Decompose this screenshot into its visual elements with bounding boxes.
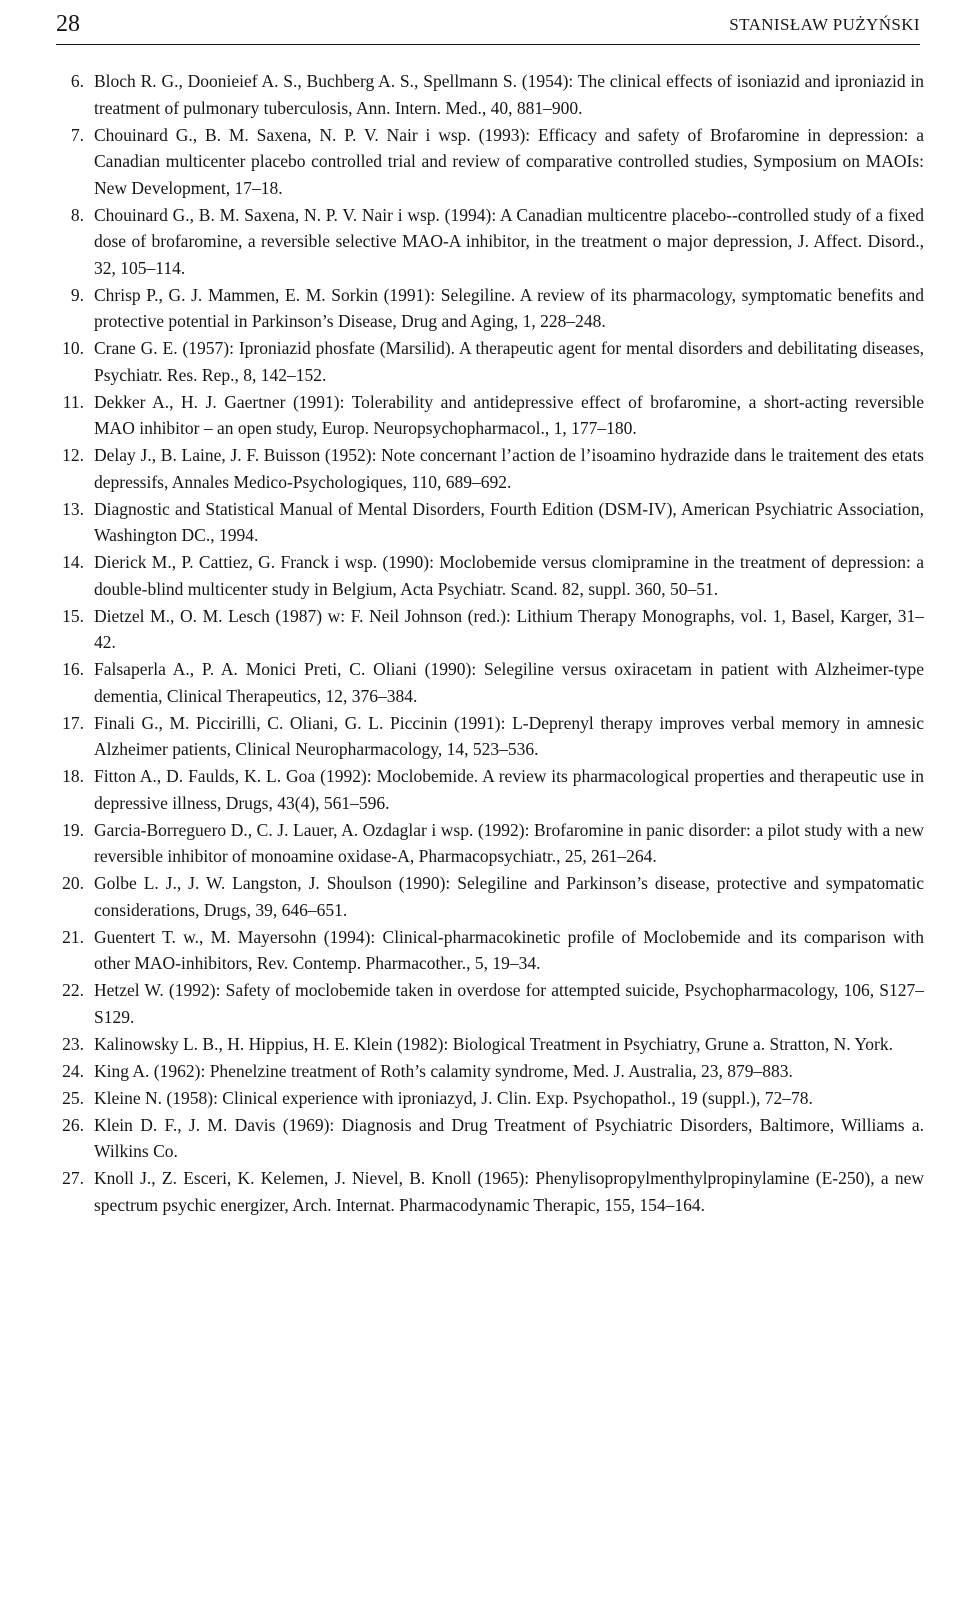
- reference-item: [52, 282, 924, 335]
- reference-text: Dierick M., P. Cattiez, G. Franck i wsp. (1990): Moclobemide versus clomipramine in the treatment of depression: a double-blind multicenter study in Belgium, Acta Psychiatr. Scand. 82, suppl. 360, 50–51.: [94, 552, 924, 599]
- reference-item: [52, 1058, 924, 1085]
- reference-item: [52, 1085, 924, 1112]
- reference-text: Kalinowsky L. B., H. Hippius, H. E. Klein (1982): Biological Treatment in Psychiatry, Grune a. Stratton, N. York.: [94, 1033, 893, 1054]
- reference-number: 20.: [62, 873, 84, 893]
- reference-number: 23.: [62, 1033, 84, 1054]
- reference-number: 8.: [70, 204, 84, 225]
- reference-number: 6.: [70, 71, 84, 91]
- reference-item: [52, 763, 924, 816]
- reference-number: 16.: [62, 659, 84, 679]
- reference-item: [52, 1031, 924, 1058]
- reference-item: [52, 389, 924, 442]
- reference-text: Delay J., B. Laine, J. F. Buisson (1952): Note concernant l’action de l’isoamino hydrazide dans le traitement des etats depressifs, Annales Medico-Psychologiques, 110, 689–692.: [94, 445, 924, 492]
- reference-item: [52, 603, 924, 656]
- page-number: 28: [56, 11, 80, 37]
- reference-number: 14.: [62, 552, 84, 572]
- reference-text: Golbe L. J., J. W. Langston, J. Shoulson (1990): Selegiline and Parkinson’s disease, protective and sympatomatic considerations, Drugs, 39, 646–651.: [94, 873, 924, 920]
- reference-number: 27.: [62, 1168, 84, 1188]
- reference-text: Kleine N. (1958): Clinical experience with iproniazyd, J. Clin. Exp. Psychopathol., 19 (suppl.), 72–78.: [94, 1087, 813, 1108]
- reference-text: Klein D. F., J. M. Davis (1969): Diagnosis and Drug Treatment of Psychiatric Disorders, Baltimore, Williams a. Wilkins Co.: [94, 1114, 924, 1161]
- reference-number: 13.: [62, 498, 84, 519]
- reference-text: Diagnostic and Statistical Manual of Mental Disorders, Fourth Edition (DSM-IV), American Psychiatric Association, Washington DC., 1994.: [94, 498, 924, 545]
- reference-number: 7.: [70, 124, 84, 145]
- reference-item: [52, 122, 924, 202]
- reference-text: Falsaperla A., P. A. Monici Preti, C. Oliani (1990): Selegiline versus oxiracetam in patient with Alzheimer-type dementia, Clinical Therapeutics, 12, 376–384.: [94, 659, 924, 706]
- running-head: STANISŁAW PUŻYŃSKI: [729, 15, 920, 34]
- reference-number: 25.: [62, 1087, 84, 1108]
- reference-number: 17.: [62, 712, 84, 733]
- reference-text: Crane G. E. (1957): Iproniazid phosfate (Marsilid). A therapeutic agent for mental disorders and debilitating diseases, Psychiatr. Res. Rep., 8, 142–152.: [94, 338, 924, 385]
- reference-number: 18.: [62, 766, 84, 786]
- reference-number: 15.: [62, 605, 84, 626]
- reference-number: 22.: [62, 980, 84, 1000]
- reference-text: Dekker A., H. J. Gaertner (1991): Tolerability and antidepressive effect of brofaromine, a short-acting reversible MAO inhibitor – an open study, Europ. Neuropsychopharmacol., 1, 177–180.: [94, 391, 924, 438]
- page-header: [56, 8, 920, 45]
- reference-item: [52, 977, 924, 1030]
- reference-text: Garcia-Borreguero D., C. J. Lauer, A. Ozdaglar i wsp. (1992): Brofaromine in panic disorder: a pilot study with a new reversible inhibitor of monoamine oxidase-A, Pharmacopsychiatr., 25, 261–264.: [94, 819, 924, 866]
- reference-item: [52, 202, 924, 282]
- reference-text: King A. (1962): Phenelzine treatment of Roth’s calamity syndrome, Med. J. Australia, 23, 879–883.: [94, 1060, 793, 1081]
- reference-number: 9.: [70, 284, 84, 305]
- reference-text: Hetzel W. (1992): Safety of moclobemide taken in overdose for attempted suicide, Psychopharmacology, 106, S127–S129.: [94, 980, 924, 1027]
- reference-number: 21.: [62, 926, 84, 947]
- reference-item: [52, 817, 924, 870]
- reference-number: 19.: [62, 819, 84, 840]
- reference-text: Chrisp P., G. J. Mammen, E. M. Sorkin (1991): Selegiline. A review of its pharmacology, symptomatic benefits and protective potential in Parkinson’s Disease, Drug and Aging, 1, 228–248.: [94, 284, 924, 331]
- reference-text: Fitton A., D. Faulds, K. L. Goa (1992): Moclobemide. A review its pharmacological properties and therapeutic use in depressive illness, Drugs, 43(4), 561–596.: [94, 766, 924, 813]
- reference-item: [52, 1112, 924, 1165]
- reference-item: [52, 68, 924, 121]
- reference-item: [52, 870, 924, 923]
- reference-text: Chouinard G., B. M. Saxena, N. P. V. Nair i wsp. (1993): Efficacy and safety of Brofaromine in depression: a Canadian multicenter placebo controlled trial and review of comparative controlled studies, Symposium on MAOIs: New Development, 17–18.: [94, 124, 924, 198]
- reference-item: [52, 1165, 924, 1218]
- reference-item: [52, 656, 924, 709]
- reference-number: 12.: [62, 445, 84, 465]
- reference-text: Bloch R. G., Doonieief A. S., Buchberg A. S., Spellmann S. (1954): The clinical effects of isoniazid and iproniazid in treatment of pulmonary tuberculosis, Ann. Intern. Med., 40, 881–900.: [94, 71, 924, 118]
- reference-text: Guentert T. w., M. Mayersohn (1994): Clinical-pharmacokinetic profile of Moclobemide and its comparison with other MAO-inhibitors, Rev. Contemp. Pharmacother., 5, 19–34.: [94, 926, 924, 973]
- reference-item: [52, 442, 924, 495]
- reference-text: Chouinard G., B. M. Saxena, N. P. V. Nair i wsp. (1994): A Canadian multicentre placebo--controlled study of a fixed dose of brofaromine, a reversible selective MAO-A inhibitor, in the treatment o major depression, J. Affect. Disord., 32, 105–114.: [94, 204, 924, 278]
- reference-list: [52, 68, 924, 1219]
- reference-number: 26.: [62, 1114, 84, 1135]
- reference-number: 24.: [62, 1060, 84, 1081]
- reference-number: 10.: [62, 338, 84, 358]
- reference-item: [52, 335, 924, 388]
- reference-text: Finali G., M. Piccirilli, C. Oliani, G. L. Piccinin (1991): L-Deprenyl therapy improves verbal memory in amnesic Alzheimer patients, Clinical Neuropharmacology, 14, 523–536.: [94, 712, 924, 759]
- reference-number: 11.: [62, 391, 84, 412]
- reference-item: [52, 496, 924, 549]
- reference-item: [52, 924, 924, 977]
- reference-text: Knoll J., Z. Esceri, K. Kelemen, J. Nievel, B. Knoll (1965): Phenylisopropylmenthylpropinylamine (E-250), a new spectrum psychic energizer, Arch. Internat. Pharmacodynamic Therapic, 155, 154–164.: [94, 1168, 924, 1215]
- reference-item: [52, 549, 924, 602]
- reference-item: [52, 710, 924, 763]
- reference-text: Dietzel M., O. M. Lesch (1987) w: F. Neil Johnson (red.): Lithium Therapy Monographs, vol. 1, Basel, Karger, 31–42.: [94, 605, 924, 652]
